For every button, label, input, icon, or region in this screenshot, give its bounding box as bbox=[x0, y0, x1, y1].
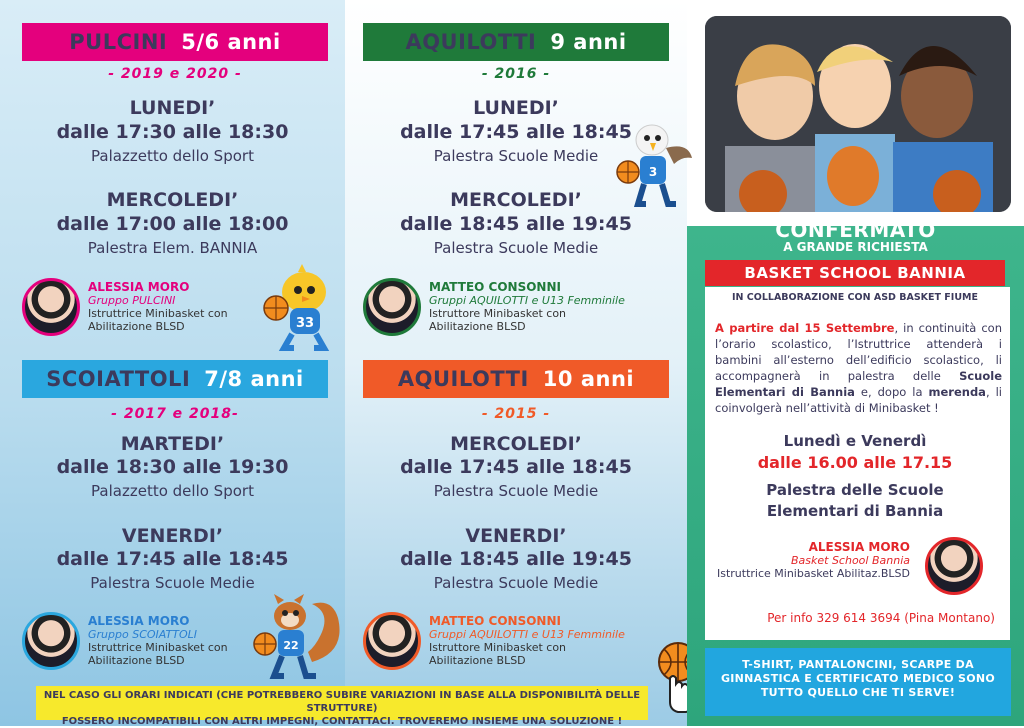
promo-place bbox=[705, 480, 1005, 522]
session-day: MERCOLEDI’ bbox=[450, 433, 582, 455]
avatar bbox=[363, 612, 421, 670]
gear-line: GINNASTICA E CERTIFICATO MEDICO SONO bbox=[720, 672, 996, 685]
note-line: FOSSERO INCOMPATIBILI CON ALTRI IMPEGNI, CONTATTACI. TROVEREMO INSIEME UNA SOLUZIONE ! bbox=[61, 716, 623, 727]
eagle-mascot-icon bbox=[614, 118, 694, 214]
coach-name: MATTEO CONSONNI bbox=[429, 614, 561, 628]
avatar bbox=[363, 278, 421, 336]
description-text: e, dopo la bbox=[854, 385, 929, 399]
coach-qualification: Abilitazione BLSD bbox=[429, 654, 526, 667]
group-name: PULCINI bbox=[69, 30, 168, 54]
confirmed-subtitle: A GRANDE RICHIESTA bbox=[783, 240, 928, 254]
session-place: Palestra Scuole Medie bbox=[433, 482, 599, 500]
group-age: 5/6 anni bbox=[181, 30, 281, 54]
gear-line: T-SHIRT, PANTALONCINI, SCARPE DA bbox=[742, 658, 974, 671]
group-header-scoiattoli bbox=[22, 360, 328, 398]
session-time: dalle 17:45 alle 18:45 bbox=[400, 456, 632, 478]
session-time: dalle 17:45 alle 18:45 bbox=[400, 121, 632, 143]
session-time: dalle 18:45 alle 19:45 bbox=[400, 213, 632, 235]
coach-card bbox=[22, 612, 228, 670]
session-day: MERCOLEDI’ bbox=[450, 189, 582, 211]
required-gear-box bbox=[705, 648, 1011, 716]
schedule-conflict-note bbox=[36, 686, 648, 727]
place-line: Elementari di Bannia bbox=[766, 502, 944, 520]
group-years: - 2016 - bbox=[481, 66, 551, 82]
coach-name: ALESSIA MORO bbox=[88, 280, 190, 294]
collaboration-note: IN COLLABORAZIONE CON ASD BASKET FIUME bbox=[732, 292, 978, 303]
coach-name: ALESSIA MORO bbox=[808, 540, 910, 554]
session-day: VENERDI’ bbox=[465, 525, 567, 547]
coach-name: MATTEO CONSONNI bbox=[429, 280, 561, 294]
promo-coach-info bbox=[712, 540, 910, 580]
school-name: Scuole Elementari di Bannia bbox=[715, 369, 1002, 399]
coach-role: Basket School Bannia bbox=[790, 554, 910, 567]
avatar bbox=[22, 278, 80, 336]
session-place: Palestra Scuole Medie bbox=[433, 239, 599, 257]
group-years: - 2015 - bbox=[481, 406, 551, 422]
jersey-number: 3 bbox=[648, 165, 658, 179]
session-time: dalle 17:45 alle 18:45 bbox=[56, 548, 289, 570]
children-illustration-icon bbox=[705, 16, 1011, 212]
session-time: dalle 18:30 alle 19:30 bbox=[56, 456, 289, 478]
group-years: - 2019 e 2020 - bbox=[108, 66, 242, 82]
coach-qualification: Istruttore Minibasket con bbox=[429, 307, 567, 320]
jersey-number: 33 bbox=[295, 316, 315, 331]
group-name: AQUILOTTI bbox=[405, 30, 537, 54]
group-age: 10 anni bbox=[542, 367, 635, 391]
description-text: , li coinvolgerà nell’attività di Minibasket ! bbox=[715, 385, 1002, 415]
place-line: Palestra delle Scuole bbox=[766, 481, 944, 499]
gear-line: TUTTO QUELLO CHE TI SERVE! bbox=[760, 686, 956, 699]
jersey-number: 22 bbox=[283, 639, 299, 652]
avatar bbox=[22, 612, 80, 670]
children-photo bbox=[705, 16, 1011, 212]
squirrel-mascot-icon bbox=[250, 592, 344, 684]
session-time: dalle 18:45 alle 19:45 bbox=[400, 548, 632, 570]
snack-word: merenda bbox=[928, 385, 986, 399]
coach-qualification: Istruttrice Minibasket Abilitaz.BLSD bbox=[716, 567, 910, 580]
coach-qualification: Abilitazione BLSD bbox=[88, 320, 185, 333]
session-place: Palestra Scuole Medie bbox=[433, 574, 599, 592]
coach-qualification: Abilitazione BLSD bbox=[429, 320, 526, 333]
session-day: MARTEDI’ bbox=[120, 433, 225, 455]
promo-time: dalle 16.00 alle 17.15 bbox=[757, 453, 953, 472]
promo-days: Lunedì e Venerdì bbox=[783, 432, 927, 450]
group-header-aquilotti-9 bbox=[363, 23, 669, 61]
session-place: Palazzetto dello Sport bbox=[91, 482, 254, 500]
coach-role: Gruppo PULCINI bbox=[88, 294, 176, 307]
group-age: 9 anni bbox=[550, 30, 627, 54]
coach-card bbox=[363, 278, 625, 336]
coach-qualification: Istruttore Minibasket con bbox=[429, 641, 567, 654]
contact-info: Per info 329 614 3694 (Pina Montano) bbox=[767, 611, 995, 625]
promo-description bbox=[715, 320, 1002, 416]
coach-name: ALESSIA MORO bbox=[88, 614, 190, 628]
session-day: MERCOLEDI’ bbox=[106, 189, 239, 211]
confirmed-title: CONFERMATO bbox=[775, 218, 936, 242]
group-age: 7/8 anni bbox=[204, 367, 304, 391]
session-place: Palestra Elem. BANNIA bbox=[87, 239, 258, 257]
coach-qualification: Istruttrice Minibasket con bbox=[88, 307, 228, 320]
note-line: NEL CASO GLI ORARI INDICATI (CHE POTREBBERO SUBIRE VARIAZIONI IN BASE ALLA DISPONIBILITÀ DELLE STRUTTURE) bbox=[43, 690, 641, 714]
session-day: LUNEDI’ bbox=[129, 97, 216, 119]
session-time: dalle 17:30 alle 18:30 bbox=[56, 121, 289, 143]
basket-school-title: BASKET SCHOOL BANNIA bbox=[705, 260, 1005, 286]
coach-role: Gruppi AQUILOTTI e U13 Femminile bbox=[429, 294, 625, 307]
coach-role: Gruppo SCOIATTOLI bbox=[88, 628, 197, 641]
session-time: dalle 17:00 alle 18:00 bbox=[56, 213, 289, 235]
session-place: Palazzetto dello Sport bbox=[91, 147, 254, 165]
coach-card bbox=[22, 278, 228, 336]
session-day: LUNEDI’ bbox=[473, 97, 559, 119]
session-place: Palestra Scuole Medie bbox=[433, 147, 599, 165]
coach-role: Gruppi AQUILOTTI e U13 Femminile bbox=[429, 628, 625, 641]
session-place: Palestra Scuole Medie bbox=[90, 574, 255, 592]
group-name: AQUILOTTI bbox=[397, 367, 529, 391]
group-header-aquilotti-10 bbox=[363, 360, 669, 398]
group-years: - 2017 e 2018- bbox=[111, 406, 239, 422]
avatar bbox=[925, 537, 983, 595]
group-name: SCOIATTOLI bbox=[46, 367, 191, 391]
session-day: VENERDI’ bbox=[121, 525, 224, 547]
description-text: , in continuità con l’orario scolastico, l’Istruttrice attenderà i bambini all’esterno dell’edificio scolastico, li accompagnerà in palestra delle bbox=[715, 321, 1002, 383]
group-header-pulcini bbox=[22, 23, 328, 61]
coach-qualification: Istruttrice Minibasket con bbox=[88, 641, 228, 654]
chick-mascot-icon bbox=[258, 262, 344, 354]
start-date: A partire dal 15 Settembre bbox=[715, 321, 895, 335]
coach-qualification: Abilitazione BLSD bbox=[88, 654, 185, 667]
coach-card bbox=[363, 612, 625, 670]
